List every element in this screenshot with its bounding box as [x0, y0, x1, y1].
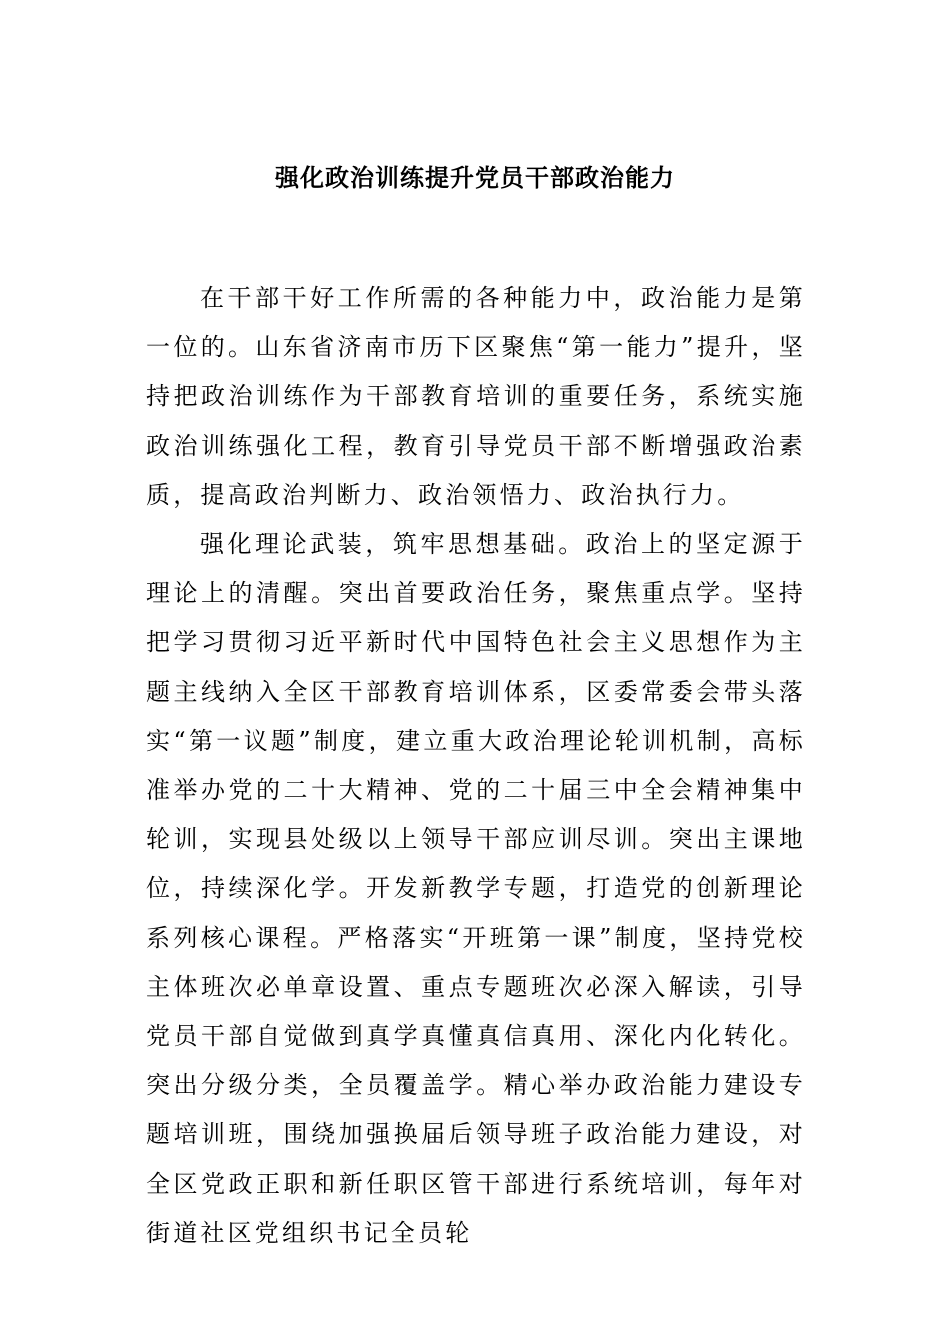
paragraph-intro: 在干部干好工作所需的各种能力中，政治能力是第一位的。山东省济南市历下区聚焦“第一能力”提升，坚持把政治训练作为干部教育培训的重要任务，系统实施政治训练强化工程，教育引导党员干部不断增强政治素质，提高政治判断力、政治领悟力、政治执行力。 [146, 284, 806, 509]
document-body [146, 274, 806, 1258]
document-title: 强化政治训练提升党员干部政治能力 [275, 163, 675, 192]
paragraph-theory: 强化理论武装，筑牢思想基础。政治上的坚定源于理论上的清醒。突出首要政治任务，聚焦重点学。坚持把学习贯彻习近平新时代中国特色社会主义思想作为主题主线纳入全区干部教育培训体系，区委常委会带头落实“第一议题”制度，建立重大政治理论轮训机制，高标准举办党的二十大精神、党的二十届三中全会精神集中轮训，实现县处级以上领导干部应训尽训。突出主课地位，持续深化学。开发新教学专题，打造党的创新理论系列核心课程。严格落实“开班第一课”制度，坚持党校主体班次必单章设置、重点专题班次必深入解读，引导党员干部自觉做到真学真懂真信真用、深化内化转化。突出分级分类，全员覆盖学。精心举办政治能力建设专题培训班，围绕加强换届后领导班子政治能力建设，对全区党政正职和新任职区管干部进行系统培训，每年对街道社区党组织书记全员轮 [146, 530, 806, 1247]
